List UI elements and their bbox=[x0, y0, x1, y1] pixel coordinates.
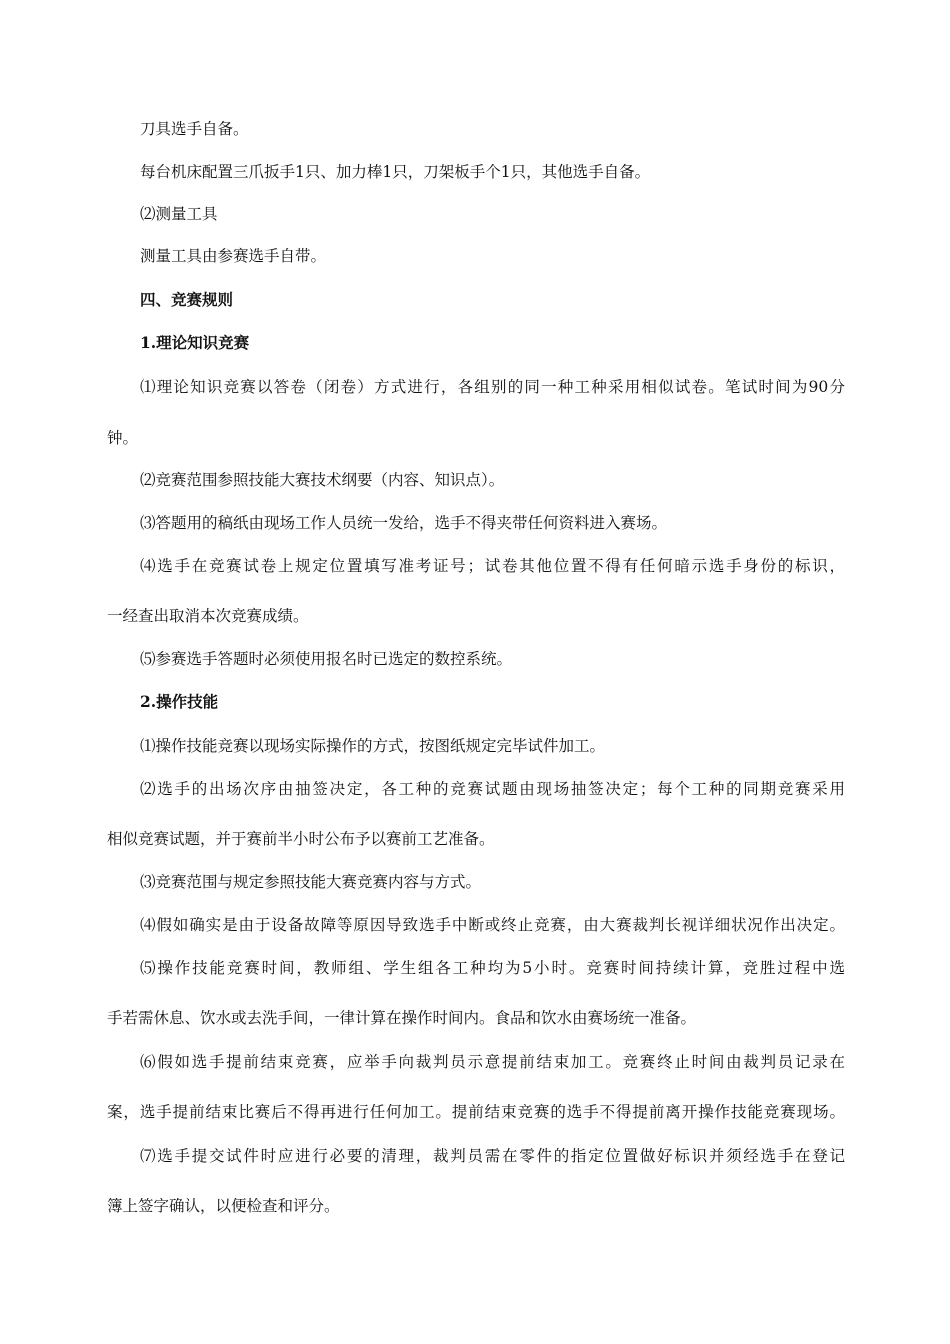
subsection-heading: 2.操作技能 bbox=[140, 692, 219, 711]
paragraph-line: 一经查出取消本次竞赛成绩。 bbox=[107, 607, 309, 625]
paragraph-line: ⑴操作技能竞赛以现场实际操作的方式，按图纸规定完毕试件加工。 bbox=[140, 737, 606, 755]
paragraph-line: ⑹假如选手提前结束竞赛，应举手向裁判员示意提前结束加工。竞赛终止时间由裁判员记录在 bbox=[140, 1053, 845, 1071]
paragraph-line: ⑷选手在竞赛试卷上规定位置填写准考证号；试卷其他位置不得有任何暗示选手身份的标识， bbox=[140, 557, 845, 575]
paragraph-line: 簿上签字确认，以便检查和评分。 bbox=[107, 1197, 340, 1215]
paragraph-line: ⑶答题用的稿纸由现场工作人员统一发给，选手不得夹带任何资料进入赛场。 bbox=[140, 514, 668, 532]
paragraph-line: ⑸操作技能竞赛时间，教师组、学生组各工种均为5小时。竞赛时间持续计算，竞胜过程中选 bbox=[140, 959, 845, 977]
subsection-heading: 1.理论知识竞赛 bbox=[140, 333, 250, 352]
subheading-measuring-tools: ⑵测量工具 bbox=[140, 205, 218, 223]
paragraph-line: 相似竞赛试题，并于赛前半小时公布予以赛前工艺准备。 bbox=[107, 830, 495, 848]
paragraph-line: 刀具选手自备。 bbox=[140, 120, 249, 138]
section-heading: 四、竞赛规则 bbox=[140, 290, 234, 309]
paragraph-line: 测量工具由参赛选手自带。 bbox=[140, 247, 327, 265]
paragraph-line: ⑺选手提交试件时应进行必要的清理，裁判员需在零件的指定位置做好标识并须经选手在登记 bbox=[140, 1147, 845, 1165]
paragraph-line: ⑵竞赛范围参照技能大赛技术纲要（内容、知识点）。 bbox=[140, 471, 505, 489]
paragraph-line: ⑸参赛选手答题时必须使用报名时已选定的数控系统。 bbox=[140, 650, 513, 668]
paragraph-line: ⑴理论知识竞赛以答卷（闭卷）方式进行，各组别的同一种工种采用相似试卷。笔试时间为90分 bbox=[140, 378, 845, 396]
paragraph-line: 每台机床配置三爪扳手1只、加力棒1只，刀架板手个1只，其他选手自备。 bbox=[140, 163, 651, 181]
paragraph-line: ⑷假如确实是由于设备故障等原因导致选手中断或终止竞赛，由大赛裁判长视详细状况作出决定。 bbox=[140, 916, 845, 934]
paragraph-line: 案，选手提前结束比赛后不得再进行任何加工。提前结束竞赛的选手不得提前离开操作技能竞赛现场。 bbox=[107, 1103, 845, 1121]
paragraph-line: 钟。 bbox=[107, 429, 139, 447]
paragraph-line: ⑶竞赛范围与规定参照技能大赛竞赛内容与方式。 bbox=[140, 873, 482, 891]
paragraph-line: 手若需休息、饮水或去洗手间，一律计算在操作时间内。食品和饮水由赛场统一准备。 bbox=[107, 1009, 697, 1027]
paragraph-line: ⑵选手的出场次序由抽签决定，各工种的竞赛试题由现场抽签决定；每个工种的同期竞赛采用 bbox=[140, 780, 845, 798]
